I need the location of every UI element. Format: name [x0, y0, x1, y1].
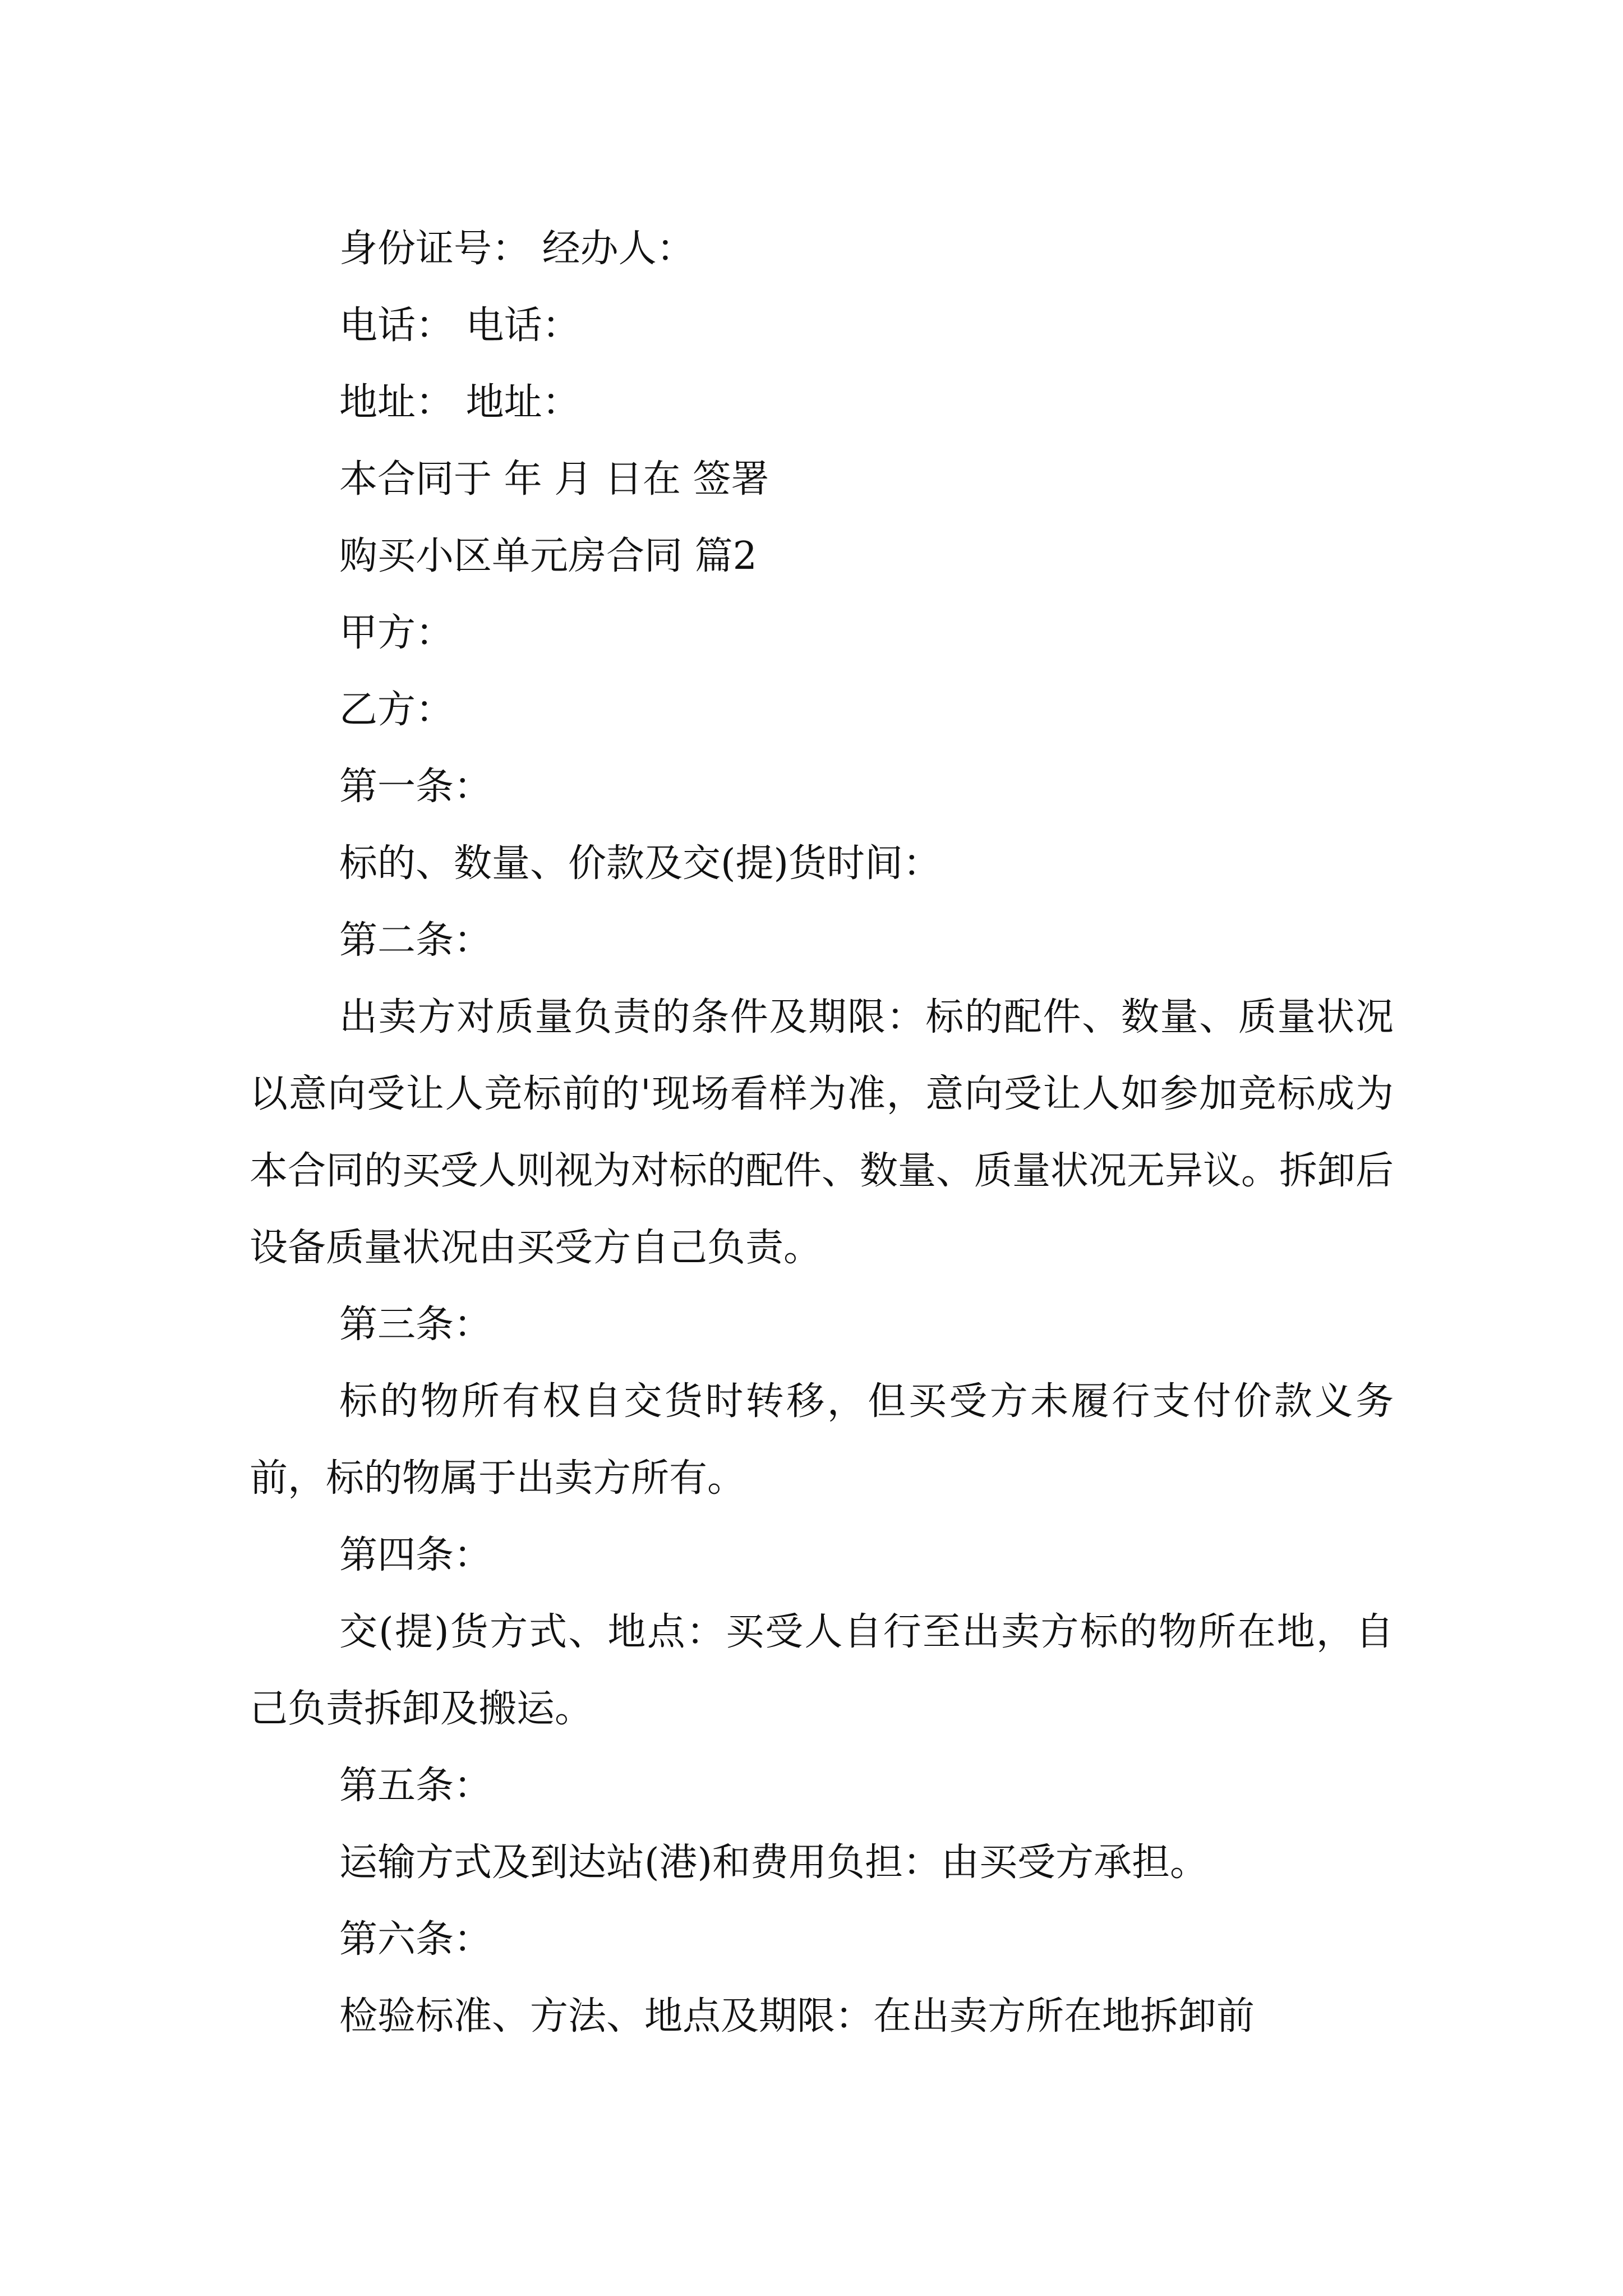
party-b: 乙方： [339, 688, 454, 732]
article-4-heading: 第四条： [339, 1533, 492, 1577]
article-6-heading: 第六条： [339, 1917, 492, 1962]
article-1-heading: 第一条： [339, 765, 492, 809]
paragraph-signing-date: 本合同于 年 月 日在 签署 [339, 457, 769, 501]
article-3-text: 标的物所有权自交货时转移，但买受方未履行支付价款义务前，标的物属于出卖方所有。 [250, 1379, 1394, 1501]
article-6-text: 检验标准、方法、地点及期限：在出卖方所在地拆卸前 [339, 1994, 1255, 2039]
paragraph-id-number-agent: 身份证号： 经办人： [339, 227, 695, 271]
article-5-text: 运输方式及到达站(港)和费用负担：由买受方承担。 [339, 1841, 1209, 1885]
article-2-text: 出卖方对质量负责的条件及期限：标的配件、数量、质量状况以意向受让人竞标前的'现场看样为准，意向受让人如参加竞标成为本合同的买受人则视为对标的配件、数量、质量状况无异议。拆卸后设备质量状况由买受方自己负责。 [250, 995, 1394, 1270]
article-3-heading: 第三条： [339, 1303, 492, 1347]
article-4-text: 交(提)货方式、地点：买受人自行至出卖方标的物所在地，自己负责拆卸及搬运。 [250, 1610, 1394, 1731]
document-body [250, 210, 1394, 2055]
section-title: 购买小区单元房合同 篇2 [339, 534, 757, 578]
party-a: 甲方： [339, 611, 454, 655]
article-2-heading: 第二条： [339, 918, 492, 963]
paragraph-address: 地址： 地址： [339, 380, 580, 425]
paragraph-phone: 电话： 电话： [339, 303, 580, 348]
article-5-heading: 第五条： [339, 1764, 492, 1808]
article-1-text: 标的、数量、价款及交(提)货时间： [339, 841, 942, 886]
